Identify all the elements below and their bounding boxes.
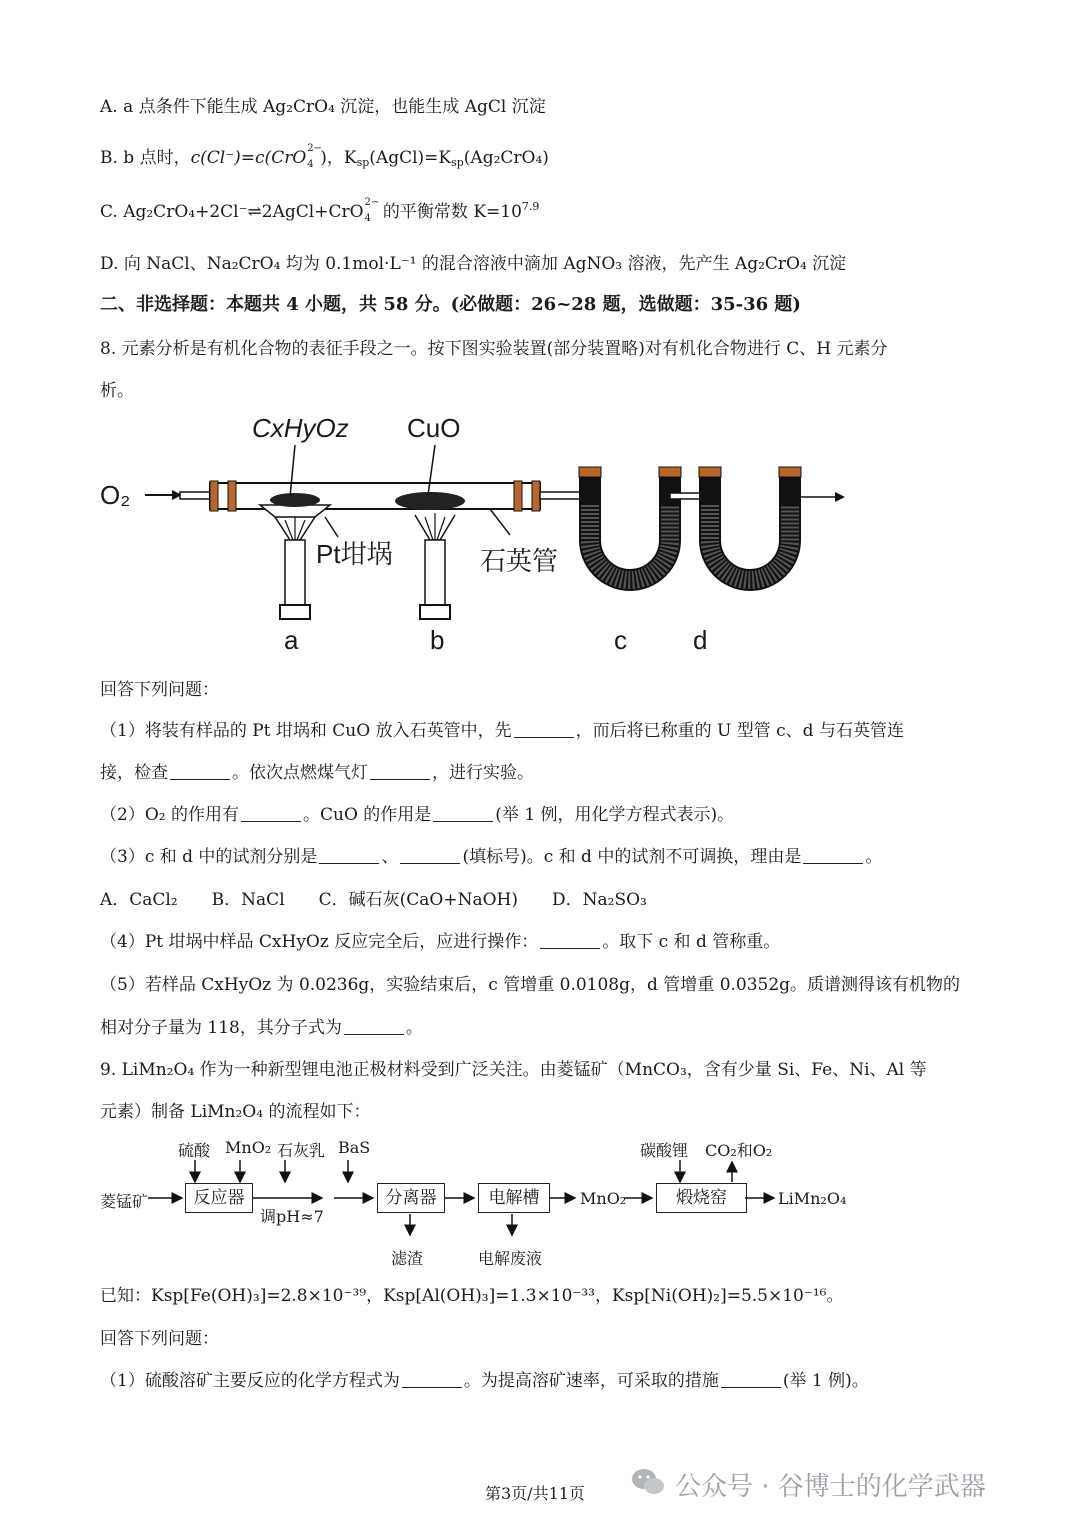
flow-ph: 调pH≈7 (260, 1207, 324, 1226)
q8-options: A．CaCl₂ B．NaCl C．碱石灰(CaO+NaOH) D．Na₂SO₃ (100, 890, 647, 910)
option-c (100, 197, 539, 223)
q8-stem-1: 8. 元素分析是有机化合物的表征手段之一。按下图实验装置(部分装置略)对有机化合物进行 C、H 元素分 (100, 339, 888, 359)
reactor-box: 反应器 (185, 1183, 253, 1213)
option-c-exponent: 7.9 (521, 200, 540, 213)
option-b-prefix: B. b 点时， (100, 148, 191, 168)
label-b: b (430, 625, 445, 655)
blank[interactable] (241, 807, 301, 822)
flow-waste: 电解废液 (478, 1249, 543, 1268)
q8-answer-intro: 回答下列问题： (100, 680, 219, 700)
blank[interactable] (433, 807, 493, 822)
electrolyzer-box: 电解槽 (478, 1183, 550, 1213)
cro4-charge-c: 2− 4 (364, 197, 380, 224)
q8-part5-line2: 相对分子量为 118，其分子式为 。 (100, 1018, 423, 1038)
option-c-tail: 的平衡常数 K=10 (377, 202, 522, 222)
q8-part1-line2: 接，检查 。依次点燃煤气灯 ，进行实验。 (100, 763, 534, 783)
label-a: a (284, 625, 299, 655)
flow-reagent-bas: BaS (338, 1138, 371, 1157)
option-b-formula4: (Ag₂CrO₄) (463, 148, 549, 168)
blank[interactable] (402, 1373, 462, 1388)
wechat-icon (630, 1467, 666, 1497)
blank[interactable] (540, 934, 600, 949)
section-title: 二、非选择题：本题共 4 小题，共 58 分。(必做题：26~28 题，选做题：35-36 题) (100, 294, 801, 315)
q9-stem-2: 元素）制备 LiMn₂O₄ 的流程如下： (100, 1102, 371, 1122)
q9-stem-1: 9. LiMn₂O₄ 作为一种新型锂电池正极材料受到广泛关注。由菱锰矿（MnCO₃，含有少量 Si、Fe、Ni、Al 等 (100, 1060, 927, 1080)
cuo-label: CuO (407, 413, 461, 443)
option-a: A. a 点条件下能生成 Ag₂CrO₄ 沉淀，也能生成 AgCl 沉淀 (100, 97, 546, 117)
flow-li2co3: 碳酸锂 (640, 1141, 689, 1160)
ksp-sub-2: sp (451, 156, 464, 169)
label-c: c (614, 625, 627, 655)
blank[interactable] (319, 849, 379, 864)
apparatus-diagram (90, 405, 870, 665)
q8-part2: （2）O₂ 的作用有 。CuO 的作用是 (举 1 例，用化学方程式表示)。 (100, 805, 735, 825)
cro4-charge: 2− 4 (307, 143, 323, 170)
q8-part1-line1: （1）将装有样品的 Pt 坩埚和 CuO 放入石英管中，先 ，而后将已称重的 U 型管 c、d 与石英管连 (100, 721, 904, 741)
o2-label: O₂ (100, 480, 131, 510)
flow-gas: CO₂和O₂ (705, 1141, 773, 1160)
q8-part4: （4）Pt 坩埚中样品 CxHyOz 反应完全后，应进行操作： 。取下 c 和 d 管称重。 (100, 932, 781, 952)
crucible-label: Pt坩埚 (316, 539, 393, 569)
page-number: 第3页/共11页 (485, 1484, 585, 1503)
option-b (100, 143, 549, 169)
blank[interactable] (721, 1373, 781, 1388)
watermark: 公众号 · 谷博士的化学武器 (675, 1472, 986, 1502)
q8-stem-2: 析。 (100, 381, 134, 401)
quartz-tube-label: 石英管 (480, 546, 559, 576)
flow-reagent-lime: 石灰乳 (277, 1141, 326, 1160)
blank[interactable] (400, 849, 460, 864)
q9-part1: （1）硫酸溶矿主要反应的化学方程式为 。为提高溶矿速率，可采取的措施 (举 1 例)。 (100, 1371, 869, 1391)
flow-residue: 滤渣 (391, 1249, 424, 1268)
kiln-box: 煅烧窑 (656, 1183, 747, 1213)
option-d: D. 向 NaCl、Na₂CrO₄ 均为 0.1mol·L⁻¹ 的混合溶液中滴加 AgNO₃ 溶液，先产生 Ag₂CrO₄ 沉淀 (100, 254, 847, 274)
blank[interactable] (344, 1020, 404, 1035)
ksp-sub: sp (356, 156, 370, 169)
flow-reagent-mno2: MnO₂ (225, 1138, 272, 1157)
q9-known-constants: 已知：Ksp[Fe(OH)₃]=2.8×10⁻³⁹，Ksp[Al(OH)₃]=1.3×10⁻³³，Ksp[Ni(OH)₂]=5.5×10⁻¹⁶。 (100, 1286, 844, 1306)
q8-part5-line1: （5）若样品 CxHyOz 为 0.0236g，实验结束后，c 管增重 0.0108g，d 管增重 0.0352g。质谱测得该有机物的 (100, 975, 961, 995)
label-d: d (693, 625, 708, 655)
q8-part3: （3）c 和 d 中的试剂分别是 、 (填标号)。c 和 d 中的试剂不可调换，理由是 。 (100, 847, 883, 867)
flow-mno2: MnO₂ (580, 1189, 627, 1208)
flow-product: LiMn₂O₄ (778, 1189, 847, 1208)
blank[interactable] (370, 765, 430, 780)
blank[interactable] (803, 849, 863, 864)
flow-reagent-h2so4: 硫酸 (178, 1141, 211, 1160)
option-b-formula3: (AgCl)=K (369, 148, 452, 168)
q9-answer-intro: 回答下列问题： (100, 1329, 219, 1349)
separator-box: 分离器 (377, 1183, 445, 1213)
blank[interactable] (170, 765, 230, 780)
flow-start: 菱锰矿 (100, 1192, 149, 1211)
option-b-formula1: c(Cl⁻)=c(CrO (190, 148, 307, 168)
blank[interactable] (514, 723, 574, 738)
option-c-equation: C. Ag₂CrO₄+2Cl⁻⇌2AgCl+CrO (100, 202, 364, 222)
sample-label: CxHyOz (252, 413, 349, 443)
option-b-formula2: )，K (320, 148, 357, 168)
